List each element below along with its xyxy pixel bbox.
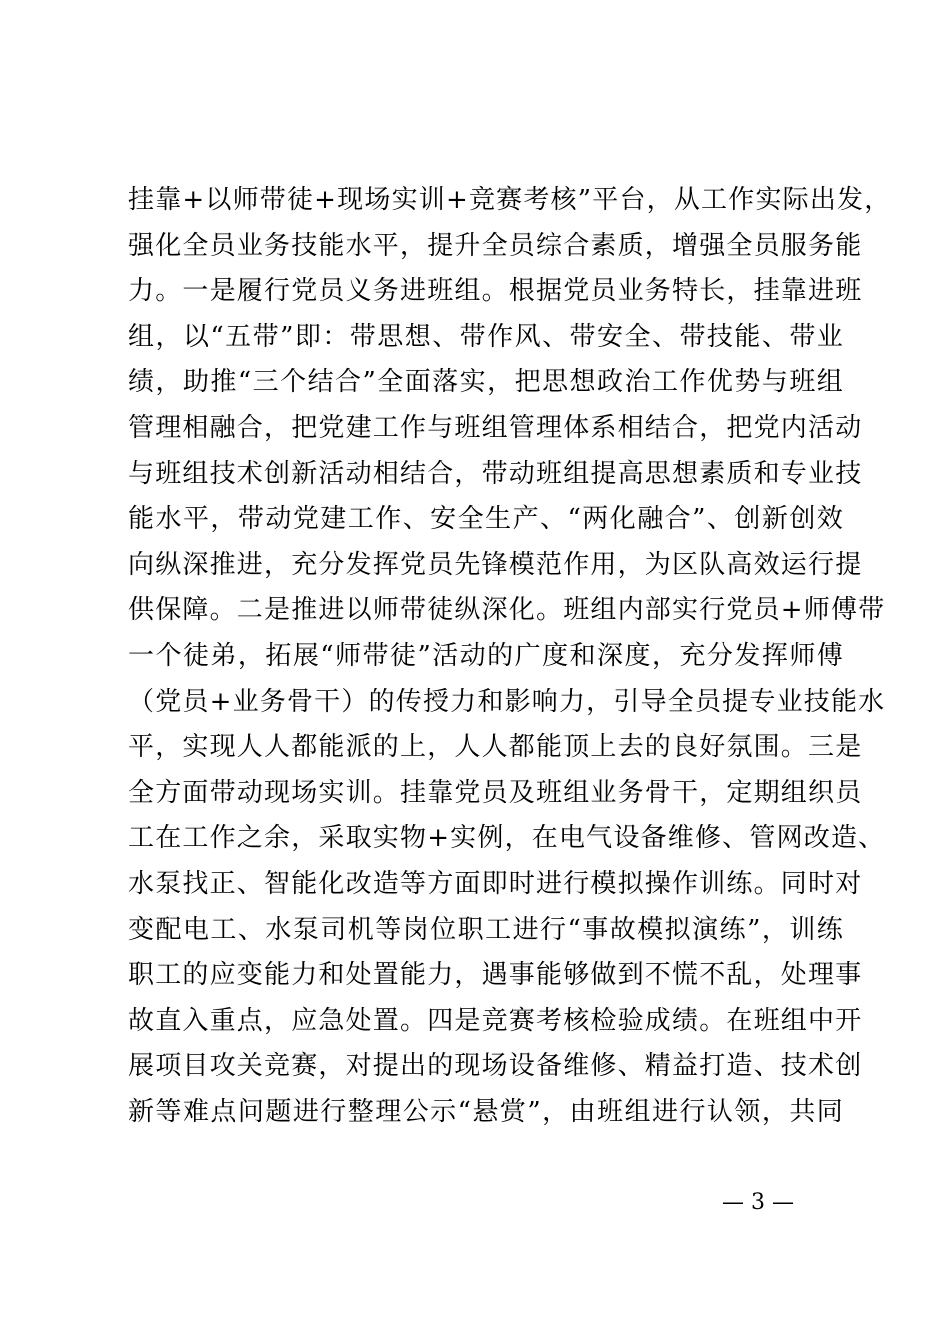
text-line: 工在工作之余，采取实物+实例，在电气设备维修、管网改造、 xyxy=(128,823,886,854)
page-number: — 3 — xyxy=(722,1190,794,1215)
text-line: 能水平，带动党建工作、安全生产、“两化融合”、创新创效 xyxy=(128,504,844,535)
text-line: 新等难点问题进行整理公示“悬赏”，由班组进行认领，共同 xyxy=(128,1096,844,1127)
text-line: 变配电工、水泵司机等岗位职工进行“事故模拟演练”，训练 xyxy=(128,914,844,945)
text-line: （党员+业务骨干）的传授力和影响力，引导全员提专业技能水 xyxy=(128,686,886,717)
text-line: 绩，助推“三个结合”全面落实，把思想政治工作优势与班组 xyxy=(128,367,844,398)
text-line: 展项目攻关竞赛，对提出的现场设备维修、精益打造、技术创 xyxy=(128,1051,863,1082)
text-line: 水泵找正、智能化改造等方面即时进行模拟操作训练。同时对 xyxy=(128,868,863,899)
text-line: 挂靠+以师带徒+现场实训+竞赛考核”平台，从工作实际出发， xyxy=(128,185,892,215)
text-line: 职工的应变能力和处置能力，遇事能够做到不慌不乱，处理事 xyxy=(128,960,863,991)
text-line: 与班组技术创新活动相结合，带动班组提高思想素质和专业技 xyxy=(128,458,863,489)
text-line: 故直入重点，应急处置。四是竞赛考核检验成绩。在班组中开 xyxy=(128,1005,863,1036)
text-line: 一个徒弟，拓展“师带徒”活动的广度和深度，充分发挥师傅 xyxy=(128,640,844,671)
text-line: 组，以“五带”即：带思想、带作风、带安全、带技能、带业 xyxy=(128,321,844,352)
text-line: 力。一是履行党员义务进班组。根据党员业务特长，挂靠进班 xyxy=(128,276,863,307)
text-line: 管理相融合，把党建工作与班组管理体系相结合，把党内活动 xyxy=(128,412,863,443)
text-line: 向纵深推进，充分发挥党员先锋模范作用，为区队高效运行提 xyxy=(128,549,863,580)
text-line: 平，实现人人都能派的上，人人都能顶上去的良好氛围。三是 xyxy=(128,732,863,763)
text-line: 供保障。二是推进以师带徒纵深化。班组内部实行党员+师傅带 xyxy=(128,595,886,626)
text-line: 全方面带动现场实训。挂靠党员及班组业务骨干，定期组织员 xyxy=(128,777,863,808)
body-paragraph xyxy=(128,178,892,1135)
text-line: 强化全员业务技能水平，提升全员综合素质，增强全员服务能 xyxy=(128,230,863,261)
